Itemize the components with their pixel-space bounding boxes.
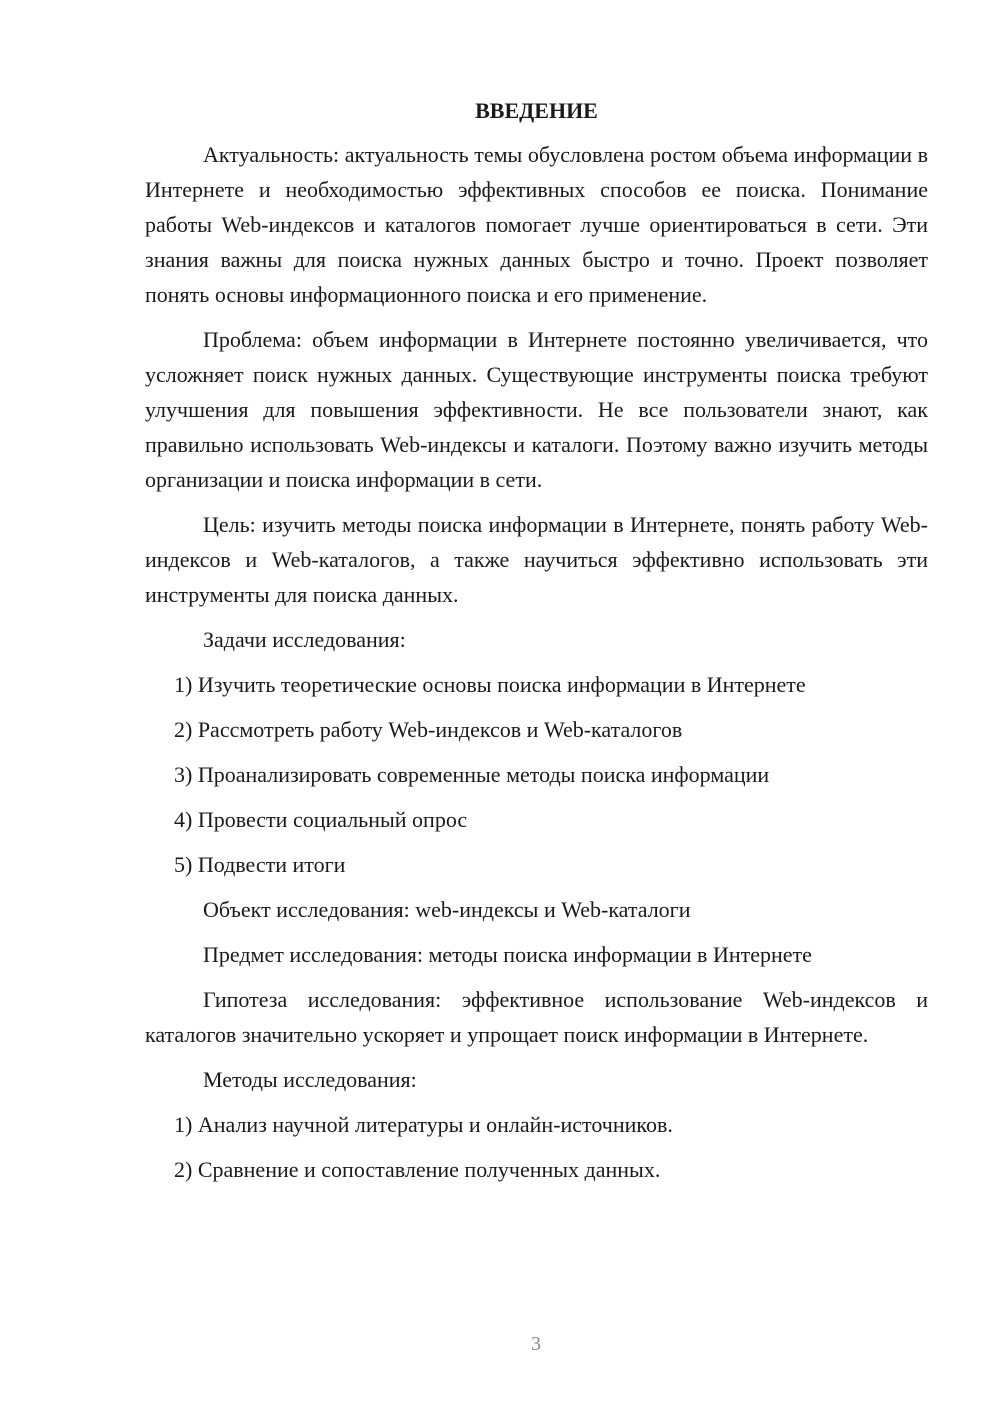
methods-title: Методы исследования: [203,1067,417,1092]
problem-paragraph: Проблема: объем информации в Интернете постоянно увеличивается, что усложняет поиск нужных данных. Существующие инструменты поиска требуют улучшения для повышения эффективности. Не все пользователи знают, как правильно использовать Web-индексы и каталоги. Поэтому важно изучить методы организации и поиска информации в сети. [145,327,928,492]
task-item: 2) Рассмотреть работу Web-индексов и Web-каталогов [174,717,683,742]
task-item: 4) Провести социальный опрос [174,807,468,832]
task-item: 5) Подвести итоги [174,852,346,877]
relevance-paragraph: Актуальность: актуальность темы обусловлена ростом объема информации в Интернете и необходимостью эффективных способов ее поиска. Понимание работы Web-индексов и каталогов помогает лучше ориентироваться в сети. Эти знания важны для поиска нужных данных быстро и точно. Проект позволяет понять основы информационного поиска и его применение. [145,142,928,307]
document-body [145,95,928,1197]
task-item: 3) Проанализировать современные методы поиска информации [174,762,770,787]
task-item: 1) Изучить теоретические основы поиска информации в Интернете [174,672,806,697]
hypothesis-paragraph: Гипотеза исследования: эффективное использование Web-индексов и каталогов значительно ускоряет и упрощает поиск информации в Интернете. [145,987,928,1047]
subject-line: Предмет исследования: методы поиска информации в Интернете [203,942,812,967]
tasks-title: Задачи исследования: [203,627,406,652]
method-item: 2) Сравнение и сопоставление полученных данных. [174,1157,661,1182]
goal-paragraph: Цель: изучить методы поиска информации в Интернете, понять работу Web-индексов и Web-каталогов, а также научиться эффективно использовать эти инструменты для поиска данных. [145,512,928,607]
object-line: Объект исследования: web-индексы и Web-каталоги [203,897,691,922]
page-number: 3 [531,1333,541,1355]
method-item: 1) Анализ научной литературы и онлайн-источников. [174,1112,673,1137]
section-heading: ВВЕДЕНИЕ [475,98,598,123]
